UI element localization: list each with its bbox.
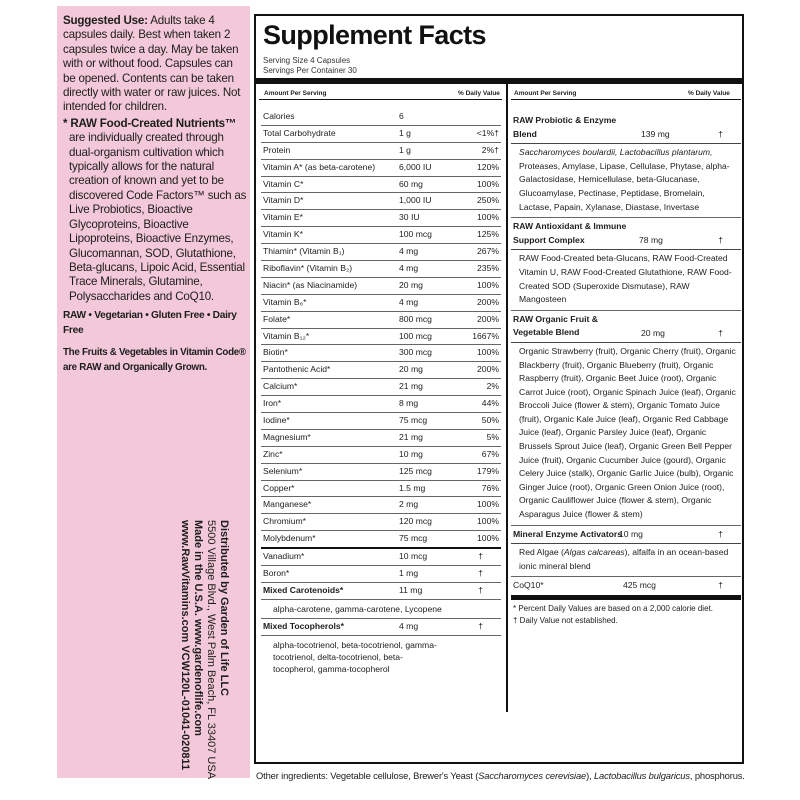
- nutrient-name: Total Carbohydrate: [263, 127, 336, 138]
- probiotic-dv: †: [718, 129, 723, 139]
- other-italic1: Saccharomyces cerevisiae: [478, 770, 587, 781]
- mineral-desc1: Red Algae (: [519, 547, 564, 558]
- nutrient-row: [261, 126, 501, 143]
- antioxidant-amount: 78 mg: [639, 235, 663, 246]
- nutrient-amount: 6: [399, 111, 404, 121]
- raw-label: * RAW Food-Created Nutrients™: [63, 116, 237, 130]
- mineral-desc2: ), alfalfa in an ocean-based ionic mineral blend: [519, 547, 729, 571]
- carotenoids-amount: 11 mg: [399, 584, 423, 595]
- coq10-name: CoQ10*: [513, 580, 544, 591]
- nutrient-name: Iron*: [263, 398, 282, 409]
- nutrient-amount: 60 mg: [399, 178, 423, 189]
- nutrient-row: [261, 160, 501, 177]
- suggested-use: [63, 14, 248, 115]
- nutrient-row: [261, 210, 501, 227]
- nutrient-row: [261, 531, 501, 549]
- serving-size: Serving Size 4 Capsules: [263, 56, 351, 65]
- mineral-dv: †: [718, 528, 723, 539]
- nutrient-dv: 50%: [481, 415, 499, 426]
- nutrient-dv: 100%: [477, 212, 499, 223]
- nutrient-row: [261, 193, 501, 210]
- nutrient-dv: 250%: [477, 195, 499, 206]
- nutrient-dv: 100%: [477, 516, 499, 527]
- nutrient-dv: 267%: [477, 246, 499, 257]
- nutrient-amount: 1.5 mg: [399, 482, 426, 493]
- other-mid: ),: [586, 770, 594, 781]
- nutrient-name: Pantothenic Acid*: [263, 364, 331, 375]
- carotenoids-desc: alpha-carotene, gamma-carotene, Lycopene: [261, 600, 501, 619]
- fruitveg-dv: †: [718, 327, 723, 338]
- nutrient-row: [261, 177, 501, 194]
- header-rule-right: [511, 99, 741, 100]
- nutrient-dv: †: [478, 551, 483, 562]
- nutrient-amount: 8 mg: [399, 398, 419, 409]
- nutrient-amount: 4 mg: [399, 296, 419, 307]
- other-end: , phosphorus.: [689, 770, 745, 781]
- nutrient-amount: 20 mg: [399, 279, 423, 290]
- fruitveg-name: RAW Organic Fruit & Vegetable Blend: [513, 313, 598, 338]
- nutrient-amount: 1,000 IU: [399, 195, 432, 206]
- probiotic-desc: [511, 144, 741, 218]
- distributor-line2: 5500 Village Blvd., West Palm Beach, FL 33407 USA: [205, 520, 217, 780]
- other-label: Other ingredients: Vegetable cellulose, Brewer's Yeast (: [256, 770, 479, 781]
- nutrient-row: [261, 295, 501, 312]
- raw-text: are individually created through dual-organism cultivation which typically allows for the natural creation of known and yet to be discovered Code Factors™ such as Live Probiotics, Bioactive Glycoproteins, Bioactive Lipoproteins, Bioactive Enzymes, Glucomannan, SOD, Glutathione, Beta-glucans, Lipoic Acid, Essential Trace Minerals, Glutamine, Polysaccharides and CoQ10.: [69, 131, 247, 303]
- antioxidant-name: RAW Antioxidant & Immune Support Complex: [513, 221, 627, 245]
- nutrient-row: [261, 430, 501, 447]
- other-italic2: Lactobacillus bulgaricus: [593, 770, 690, 781]
- servings-per-container: Servings Per Container 30: [263, 66, 357, 75]
- nutrient-name: Vitamin A* (as beta-carotene): [263, 161, 376, 172]
- nutrient-row: [261, 396, 501, 413]
- antioxidant-dv: †: [718, 235, 723, 246]
- distributor-line1: Distributed by Garden of Life LLC: [218, 520, 230, 697]
- nutrient-row: [261, 345, 501, 362]
- nutrient-name: Calories: [263, 111, 295, 121]
- nutrient-dv: <1%†: [476, 127, 499, 138]
- nutrient-row: [261, 261, 501, 278]
- tocopherols-row: [261, 619, 501, 636]
- nutrient-dv: 2%: [486, 381, 499, 392]
- nutrient-amount: 120 mcg: [399, 516, 432, 527]
- nutrient-dv: †: [478, 568, 483, 579]
- nutrient-name: Vitamin D*: [263, 195, 304, 206]
- carotenoids-dv: †: [478, 584, 483, 595]
- nutrient-dv: 1667%: [472, 330, 499, 341]
- nutrient-amount: 4 mg: [399, 263, 419, 274]
- nutrient-name: Vitamin K*: [263, 229, 303, 240]
- mineral-name: Mineral Enzyme Activators: [513, 528, 623, 539]
- nutrient-name: Folate*: [263, 313, 291, 324]
- suggested-use-label: Suggested Use:: [63, 14, 148, 27]
- mineral-desc-italic: Algas calcareas: [563, 547, 625, 558]
- other-ingredients: [256, 770, 776, 781]
- nutrient-name: Boron*: [263, 568, 290, 579]
- mineral-desc: [511, 544, 741, 577]
- nutrient-amount: 1 mg: [399, 568, 419, 579]
- probiotic-desc-italic: Saccharomyces boulardii, Lactobacillus plantarum,: [519, 147, 713, 158]
- amount-header-right: Amount Per Serving: [514, 90, 577, 97]
- nutrient-name: Copper*: [263, 482, 295, 493]
- diet-tags: RAW • Vegetarian • Gluten Free • Dairy Free: [63, 310, 237, 336]
- nutrient-name: Vitamin B₁₂*: [263, 330, 310, 341]
- carotenoids-row: [261, 583, 501, 600]
- antioxidant-header: [511, 218, 741, 250]
- nutrient-amount: 21 mg: [399, 381, 423, 392]
- nutrient-row: [261, 329, 501, 346]
- nutrient-dv: 235%: [477, 263, 499, 274]
- nutrient-row: [261, 379, 501, 396]
- thick-divider: [256, 78, 742, 84]
- nutrient-row: [261, 447, 501, 464]
- supplement-facts-panel: [254, 14, 744, 764]
- nutrient-dv: 100%: [477, 499, 499, 510]
- nutrient-amount: 20 mg: [399, 364, 423, 375]
- nutrient-dv: 200%: [477, 364, 499, 375]
- footnote-percent: * Percent Daily Values are based on a 2,000 calorie diet.: [513, 604, 713, 613]
- distributor-block: [178, 520, 230, 780]
- panel-title: Supplement Facts: [263, 20, 486, 50]
- dv-header-right: % Daily Value: [688, 90, 730, 97]
- footnotes: [511, 600, 741, 630]
- nutrient-dv: 76%: [481, 482, 499, 493]
- serving-info: [263, 56, 357, 76]
- nutrient-amount: 100 mcg: [399, 229, 432, 240]
- suggested-use-text: Adults take 4 capsules daily. Best when taken 2 capsules twice a day. May be taken with or without food. Capsules can be opened. Contents can be taken directly with water or raw juices. Not intended for children.: [63, 14, 241, 114]
- carotenoids-name: Mixed Carotenoids*: [263, 584, 344, 595]
- amount-header-left: Amount Per Serving: [264, 90, 327, 97]
- header-rule-left: [259, 99, 502, 100]
- nutrient-dv: 44%: [481, 398, 499, 409]
- nutrient-amount: 10 mg: [399, 448, 423, 459]
- nutrient-row: [261, 497, 501, 514]
- tocopherols-amount: 4 mg: [399, 620, 419, 631]
- nutrient-dv: 120%: [477, 161, 499, 172]
- fruitveg-amount: 20 mg: [641, 327, 665, 338]
- nutrient-name: Chromium*: [263, 516, 306, 527]
- footnote-dagger: † Daily Value not established.: [513, 616, 618, 625]
- blend-column: [511, 112, 741, 630]
- tocopherols-desc: alpha-tocotrienol, beta-tocotrienol, gamma-tocotrienol, delta-tocotrienol, beta-tocopherol, gamma-tocopherol: [273, 639, 437, 674]
- fruitveg-header: [511, 311, 741, 343]
- nutrient-row: [261, 143, 501, 160]
- nutrient-row: [261, 549, 501, 566]
- nutrient-amount: 1 g: [399, 144, 411, 155]
- nutrient-amount: 2 mg: [399, 499, 419, 510]
- nutrient-dv: 179%: [477, 465, 499, 476]
- nutrient-name: Selenium*: [263, 465, 303, 476]
- nutrient-row: [261, 244, 501, 261]
- nutrient-name: Molybdenum*: [263, 533, 316, 544]
- nutrient-amount: 800 mcg: [399, 313, 432, 324]
- nutrient-name: Niacin* (as Niacinamide): [263, 279, 358, 290]
- nutrient-amount: 30 IU: [399, 212, 420, 223]
- probiotic-header: [511, 112, 741, 144]
- probiotic-desc-text: Proteases, Amylase, Lipase, Cellulase, Phytase, alpha-Galactosidase, Hemicellulase, beta-Glucanase, Glucoamylase, Pectinase, Peptidase, Bromelain, Lactase, Papain, Xylanase, Diastase, Invertase: [519, 160, 730, 212]
- nutrient-dv: 200%: [477, 313, 499, 324]
- nutrient-dv: 2%†: [481, 144, 499, 155]
- tocopherols-name: Mixed Tocopherols*: [263, 620, 345, 631]
- nutrient-dv: 200%: [477, 296, 499, 307]
- mineral-amount: 10 mg: [619, 528, 643, 539]
- nutrient-amount: 75 mcg: [399, 533, 428, 544]
- column-divider: [506, 84, 508, 712]
- nutrient-amount: 10 mcg: [399, 551, 428, 562]
- nutrient-row: [261, 278, 501, 295]
- nutrient-row: [261, 481, 501, 498]
- nutrient-name: Iodine*: [263, 415, 290, 426]
- nutrient-amount: 21 mg: [399, 431, 423, 442]
- nutrient-name: Protein: [263, 144, 291, 155]
- nutrient-dv: 125%: [477, 229, 499, 240]
- nutrient-name: Manganese*: [263, 499, 312, 510]
- extra-rows: [261, 549, 501, 583]
- nutrient-name: Vanadium*: [263, 551, 305, 562]
- nutrient-dv: 100%: [477, 533, 499, 544]
- nutrient-name: Magnesium*: [263, 431, 311, 442]
- fruitveg-desc: Organic Strawberry (fruit), Organic Cherry (fruit), Organic Blackberry (fruit), Organic Blueberry (fruit), Organic Raspberry (fruit), Organic Beet Juice (root), Organic Carrot Juice (root), Organic Spinach Juice (leaf), Organic Broccoli Juice (flower & stem), Organic Tomato Juice (fruit), Organic Kale Juice (leaf), Organic Red Cabbage Juice (leaf), Organic Parsley Juice (leaf), Organic Brussels Sprout Juice (leaf), Organic Green Bell Pepper Juice (fruit), Organic Cucumber Juice (gourd), Organic Celery Juice (stalk), Organic Garlic Juice (bulb), Organic Ginger Juice (root), Organic Green Onion Juice (root), Organic Cauliflower Juice (flower & stem), Organic Asparagus Juice (flower & stem): [511, 343, 741, 526]
- nutrient-dv: 5%: [486, 431, 499, 442]
- nutrient-row: [261, 413, 501, 430]
- dv-header-left: % Daily Value: [458, 90, 500, 97]
- nutrient-row: [261, 566, 501, 583]
- nutrient-name: Vitamin E*: [263, 212, 303, 223]
- fruits-note: The Fruits & Vegetables in Vitamin Code® are RAW and Organically Grown.: [63, 346, 246, 373]
- nutrient-row: [261, 227, 501, 244]
- nutrient-amount: 75 mcg: [399, 415, 428, 426]
- probiotic-name: RAW Probiotic & Enzyme Blend: [513, 115, 617, 139]
- nutrient-row: [261, 109, 501, 126]
- distributor-line3: Made in the U.S.A. www.gardenoflife.com: [192, 520, 204, 736]
- nutrient-dv: 100%: [477, 347, 499, 358]
- tocopherols-dv: †: [478, 620, 483, 631]
- distributor-line4: www.RawVitamins.com VCW120L-01041-020811: [179, 520, 191, 771]
- nutrient-dv: 100%: [477, 178, 499, 189]
- left-column: [63, 14, 248, 375]
- nutrient-row: [261, 312, 501, 329]
- nutrient-name: Biotin*: [263, 347, 288, 358]
- nutrient-row: [261, 514, 501, 531]
- nutrient-name: Thiamin* (Vitamin B₁): [263, 246, 345, 257]
- nutrient-table: [261, 109, 501, 678]
- nutrient-dv: 67%: [481, 448, 499, 459]
- coq10-row: [511, 577, 741, 595]
- nutrient-row: [261, 362, 501, 379]
- mineral-header: [511, 526, 741, 545]
- coq10-dv: †: [718, 580, 723, 591]
- nutrient-name: Riboflavin* (Vitamin B₂): [263, 263, 353, 274]
- nutrient-dv: 100%: [477, 279, 499, 290]
- nutrient-rows: [261, 109, 501, 549]
- coq10-amount: 425 mcg: [623, 580, 656, 591]
- nutrient-row: [261, 464, 501, 481]
- nutrient-amount: 100 mcg: [399, 330, 432, 341]
- nutrient-name: Calcium*: [263, 381, 298, 392]
- antioxidant-desc: RAW Food-Created beta-Glucans, RAW Food-Created Vitamin U, RAW Food-Created Glutathione, RAW Food-Created SOD (Superoxide Dismutase), RAW Mangosteen: [511, 250, 741, 310]
- nutrient-amount: 4 mg: [399, 246, 419, 257]
- probiotic-amount: 139 mg: [641, 129, 670, 139]
- nutrient-amount: 300 mcg: [399, 347, 432, 358]
- nutrient-name: Zinc*: [263, 448, 283, 459]
- nutrient-name: Vitamin B₆*: [263, 296, 307, 307]
- nutrient-amount: 1 g: [399, 127, 411, 138]
- nutrient-name: Vitamin C*: [263, 178, 304, 189]
- nutrient-amount: 125 mcg: [399, 465, 432, 476]
- nutrient-amount: 6,000 IU: [399, 161, 432, 172]
